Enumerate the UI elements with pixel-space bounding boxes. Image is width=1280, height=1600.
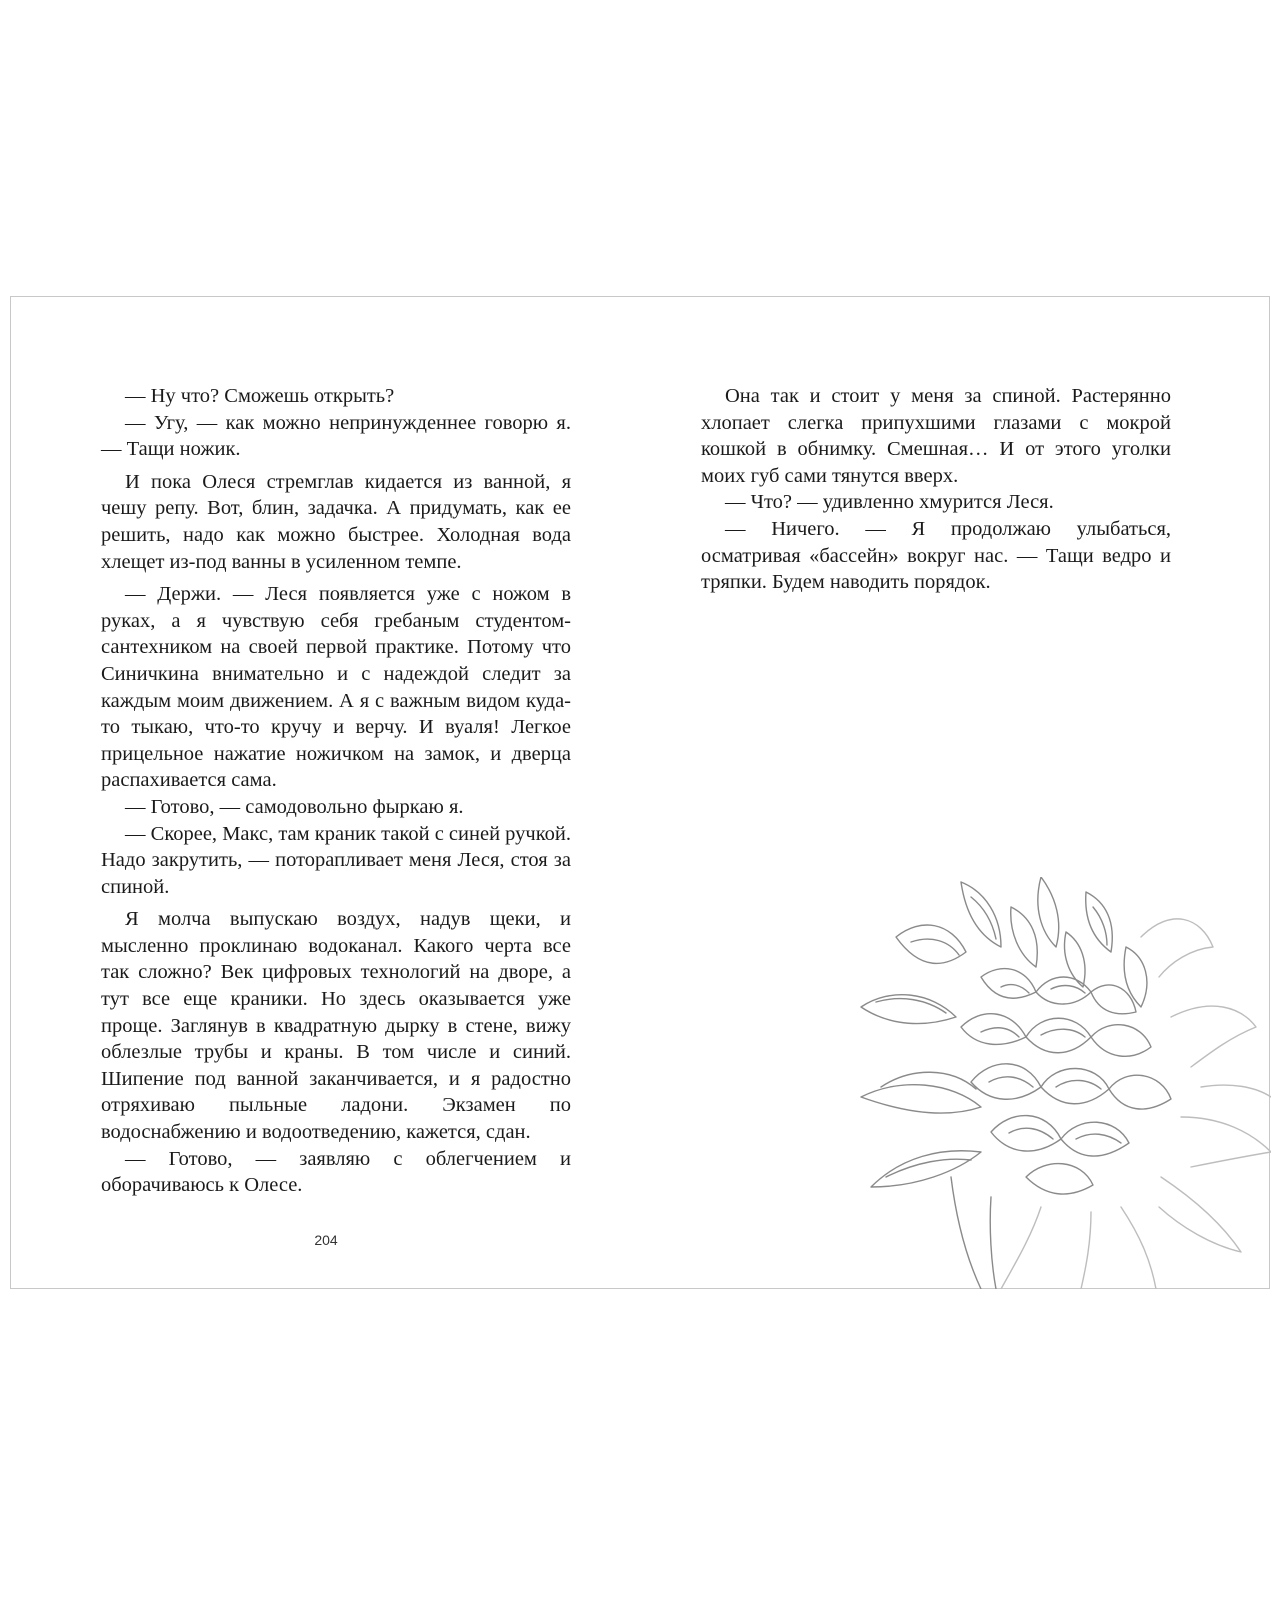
paragraph: — Ну что? Сможешь открыть?: [125, 385, 395, 407]
paragraph: Она так и стоит у меня за спиной. Растерянно хлопает слегка припухшими глазами с мокрой кошкой в обнимку. Смешная… И от этого уголки моих губ сами тянутся вверх.: [701, 385, 1171, 487]
page-number: 204: [314, 1232, 338, 1248]
paragraph: — Готово, — заявляю с облегчением и оборачиваюсь к Олесе.: [101, 1147, 571, 1197]
left-page-text: [101, 383, 571, 1199]
left-page: [11, 297, 641, 1288]
paragraph: И пока Олеся стремглав кидается из ванной, я чешу репу. Вот, блин, задачка. А придумать, как ее решить, надо как можно быстрее. Холодная вода хлещет из-под ванны в усиленном темпе.: [101, 470, 571, 573]
paragraph: — Держи. — Леся появляется уже с ножом в руках, а я чувствую себя гребаным студентом-сантехником на своей первой практике. Потому что Синичкина внимательно и с надеждой следит за каждым моим движением. А я с важным видом куда-то тыкаю, что-то кручу и верчу. И вуаля! Легкое прицельное нажатие ножичком на замок, и дверца распахивается сама.: [101, 583, 571, 792]
paragraph: — Угу, — как можно непринужденнее говорю я. — Тащи ножик.: [101, 411, 571, 461]
flower-line-art-icon: [841, 877, 1271, 1289]
paragraph: — Ничего. — Я продолжаю улыбаться, осматривая «бассейн» вокруг нас. — Тащи ведро и тряпки. Будем наводить порядок.: [701, 517, 1171, 594]
book-spread: [10, 296, 1270, 1289]
paragraph: — Готово, — самодовольно фыркаю я.: [125, 795, 464, 818]
paragraph: Я молча выпускаю воздух, надув щеки, и мысленно проклинаю водоканал. Какого черта все так сложно? Век цифровых технологий на дворе, а тут все еще краники. Но здесь оказывается уже проще. Заглянув в квадратную дырку в стене, вижу облезлые трубы и краны. В том числе и синий. Шипение под ванной заканчивается, и я радостно отряхиваю пыльные ладони. Экзамен по водоснабжению и водоотведению, кажется, сдан.: [101, 908, 571, 1144]
paragraph: — Что? — удивленно хмурится Леся.: [725, 491, 1054, 514]
right-page-text: [701, 383, 1171, 596]
paragraph: — Скорее, Макс, там краник такой с синей ручкой. Надо закрутить, — поторапливает меня Леся, стоя за спиной.: [101, 822, 571, 898]
right-page: [641, 297, 1271, 1288]
